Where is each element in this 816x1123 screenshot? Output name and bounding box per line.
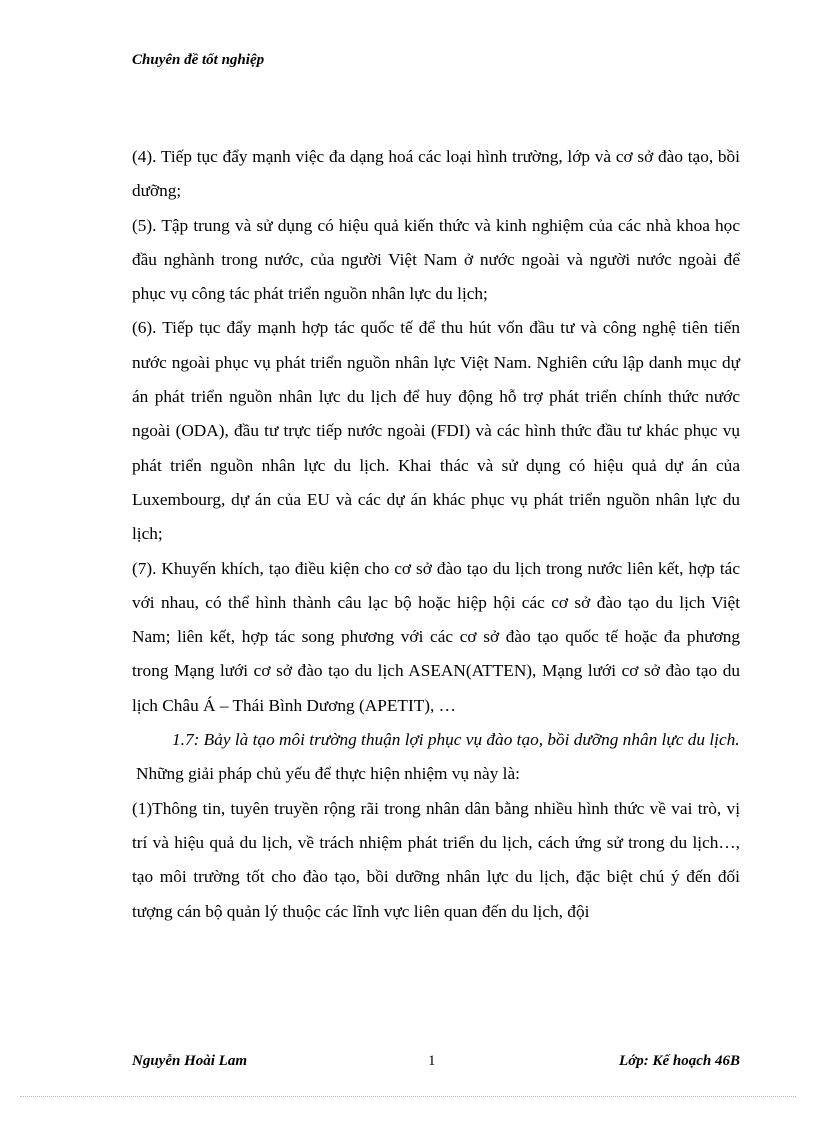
section-heading-1-7: 1.7: Bảy là tạo môi trường thuận lợi phục vụ đào tạo, bồi dưỡng nhân lực du lịch. [172,730,740,750]
paragraph-item-6: (6). Tiếp tục đẩy mạnh hợp tác quốc tế để thu hút vốn đầu tư và công nghệ tiên tiến nước ngoài phục vụ phát triển nguồn nhân lực Việt Nam. Nghiên cứu lập danh mục dự án phát triển nguồn nhân lực du lịch để huy động hỗ trợ phát triển chính thức nước ngoài (ODA), đầu tư trực tiếp nước ngoài (FDI) và các hình thức đầu tư khác phục vụ phát triển nguồn nhân lực du lịch. Khai thác và sử dụng có hiệu quả dự án của Luxembourg, dự án của EU và các dự án khác phục vụ phát triển nguồn nhân lực du lịch; [132,318,740,544]
solutions-intro: Những giải pháp chủ yếu để thực hiện nhiệm vụ này là: [136,764,520,784]
footer-class-label: Lớp: Kế hoạch 46B [619,1053,740,1069]
footer-author: Nguyễn Hoài Lam [132,1053,247,1069]
paragraph-item-5: (5). Tập trung và sử dụng có hiệu quả kiến thức và kinh nghiệm của các nhà khoa học đầu nghành trong nước, của người Việt Nam ở nước ngoài và người nước ngoài để phục vụ công tác phát triển nguồn nhân lực du lịch; [132,215,740,304]
paragraph-item-4: (4). Tiếp tục đẩy mạnh việc đa dạng hoá các loại hình trường, lớp và cơ sở đào tạo, bồi dưỡng; [132,147,740,201]
page-number: 1 [428,1053,436,1069]
page-footer [132,1053,740,1075]
page-divider [20,1096,796,1097]
page-header-title: Chuyên đề tốt nghiệp [132,52,265,68]
document-body [132,140,740,929]
solution-item-1: (1)Thông tin, tuyên truyền rộng rãi trong nhân dân bằng nhiều hình thức về vai trò, vị trí và hiệu quả du lịch, về trách nhiệm phát triển du lịch, cách ứng sử trong du lịch…, tạo môi trường tốt cho đào tạo, bồi dưỡng nhân lực du lịch, đặc biệt chú ý đến đối tượng cán bộ quản lý thuộc các lĩnh vực liên quan đến du lịch, đội [132,798,740,921]
paragraph-item-7: (7). Khuyến khích, tạo điều kiện cho cơ sở đào tạo du lịch trong nước liên kết, hợp tác với nhau, có thể hình thành câu lạc bộ hoặc hiệp hội các cơ sở đào tạo du lịch Việt Nam; liên kết, hợp tác song phương với các cơ sở đào tạo quốc tế hoặc đa phương trong Mạng lưới cơ sở đào tạo du lịch ASEAN(ATTEN), Mạng lưới cơ sở đào tạo du lịch Châu Á – Thái Bình Dương (APETIT), … [132,558,740,715]
